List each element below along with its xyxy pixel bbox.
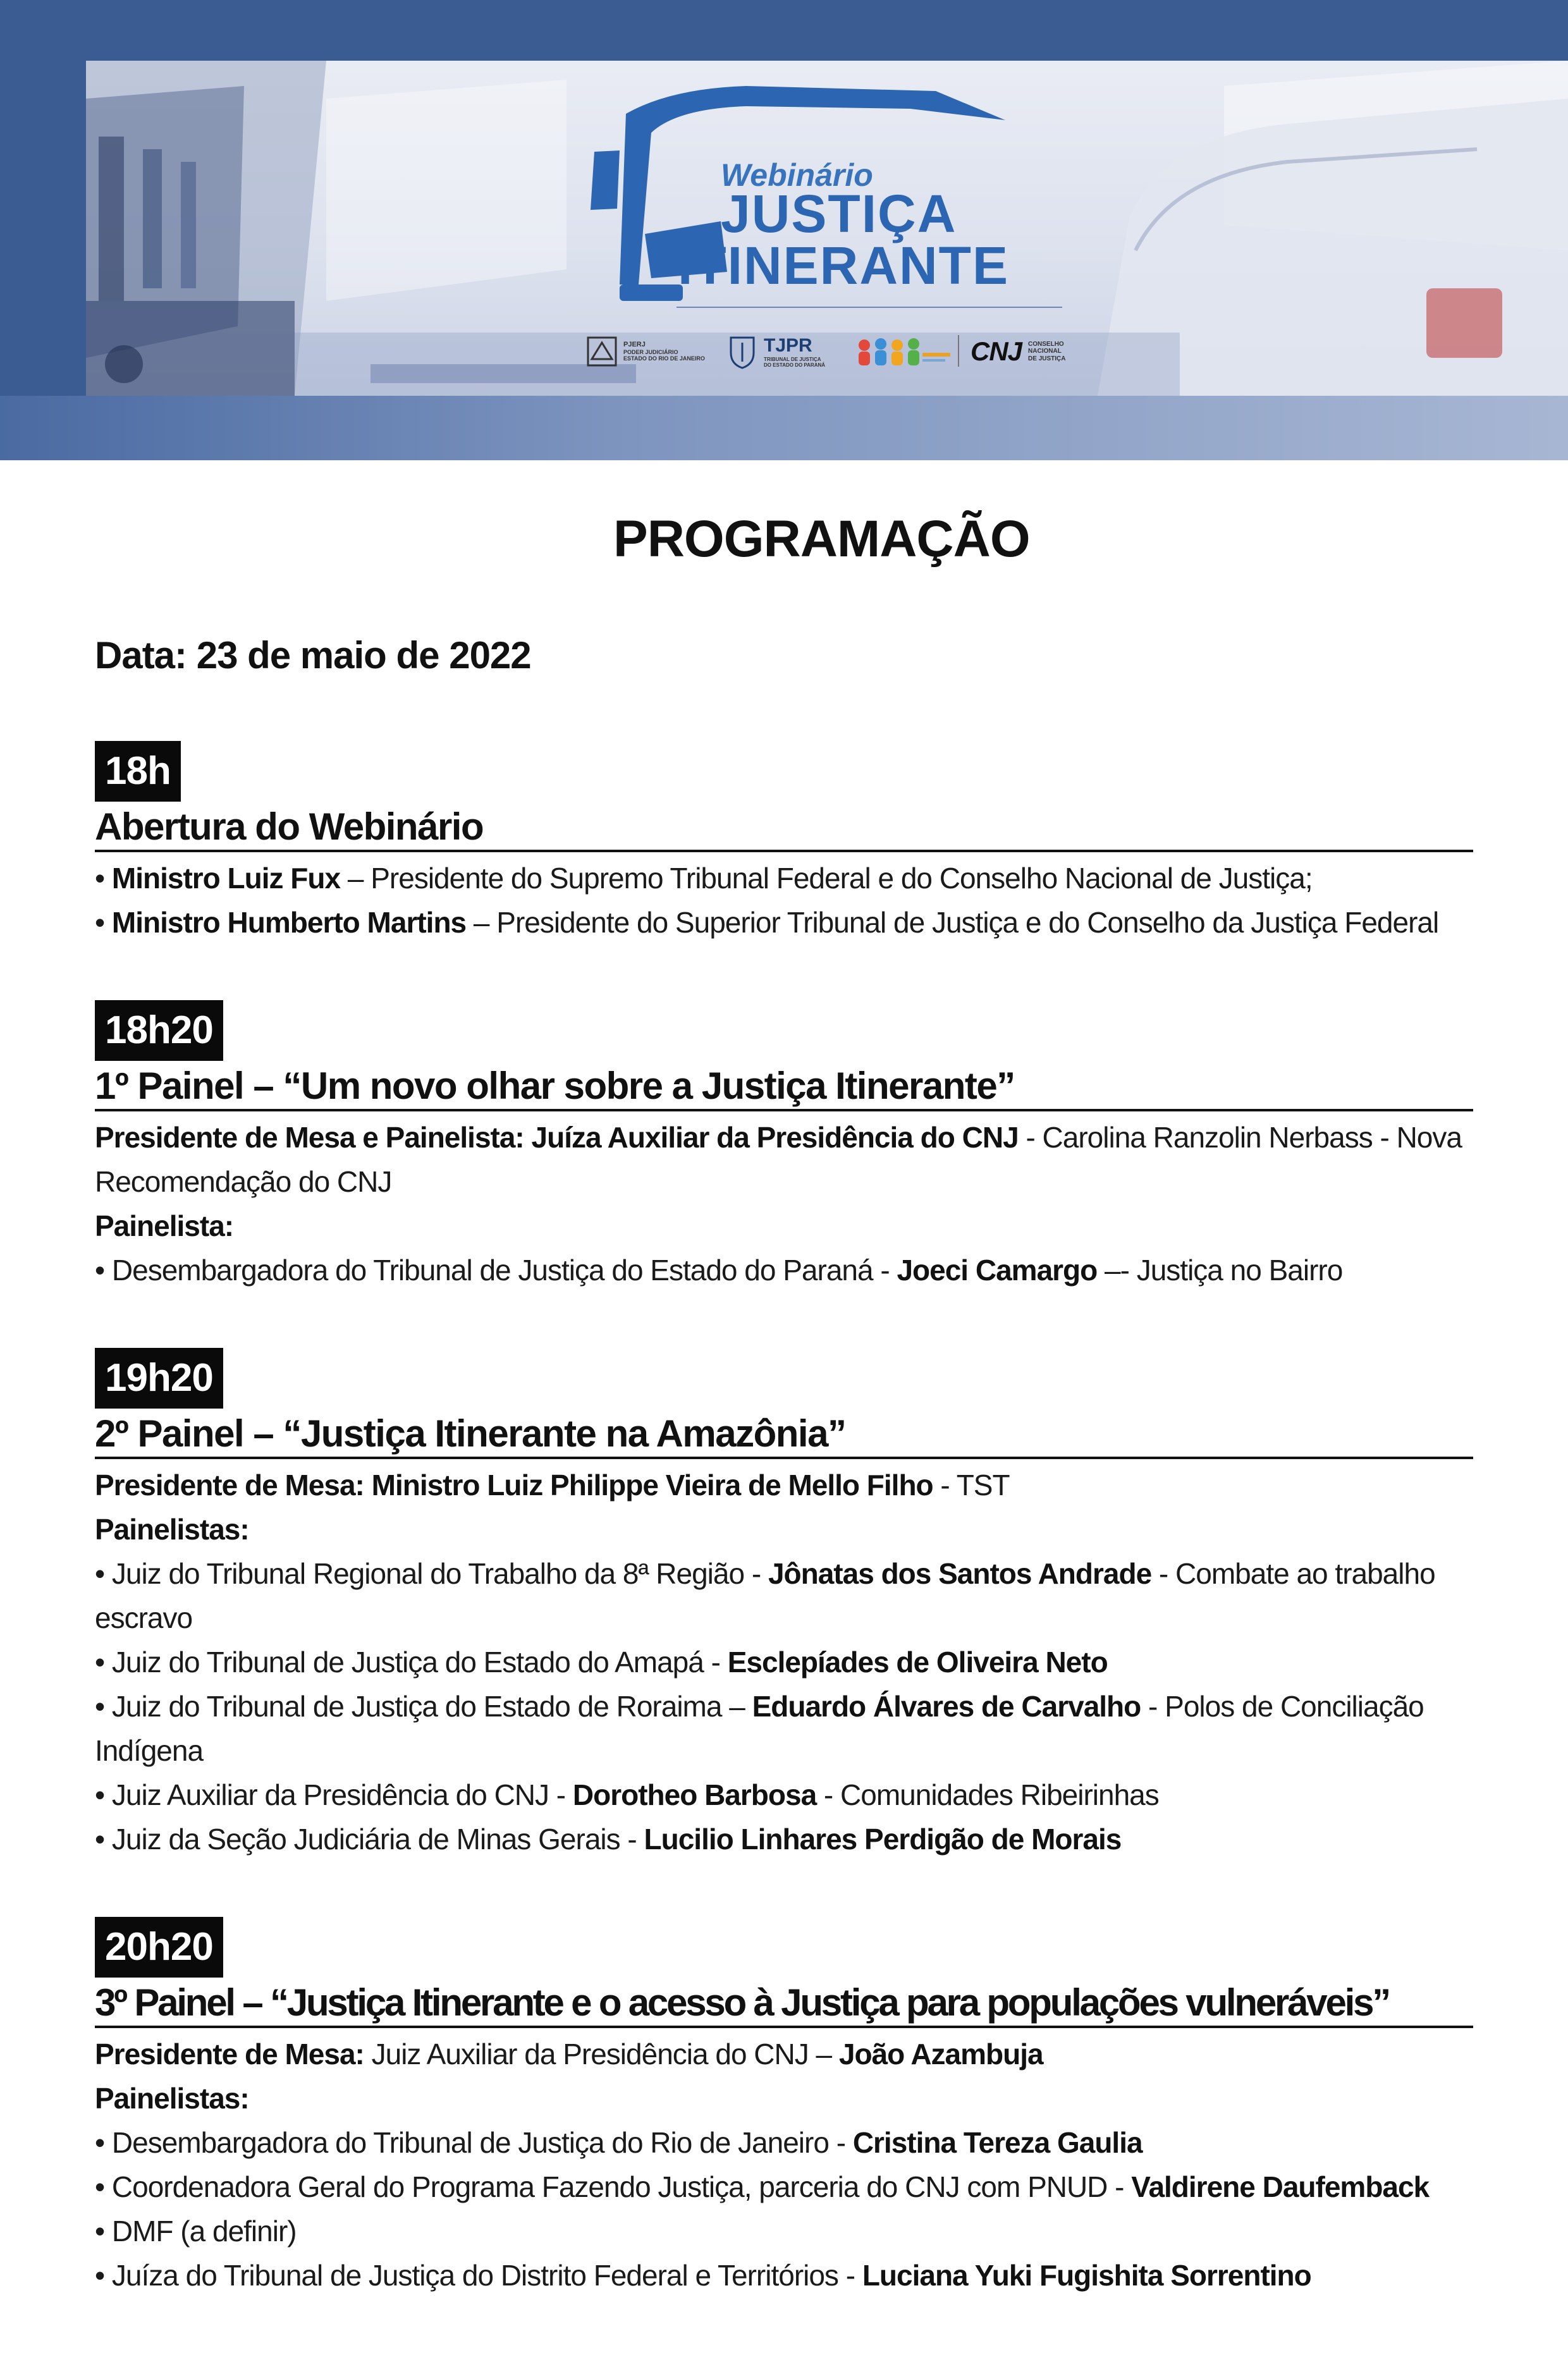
program-line xyxy=(95,1167,391,1196)
bold-text-segment: Ministro Luiz Fux xyxy=(111,862,341,895)
bold-text-segment: Lucilio Linhares Perdigão de Morais xyxy=(644,1823,1122,1856)
bold-text-segment: Valdirene Daufemback xyxy=(1131,2170,1430,2203)
tjpr-shield-icon xyxy=(727,334,757,369)
text-segment: - Combate ao trabalho xyxy=(1151,1557,1435,1590)
text-segment: • Juiz do Tribunal de Justiça do Estado do Amapá - xyxy=(95,1646,728,1679)
program-line xyxy=(95,2128,1142,2157)
partner-separator xyxy=(958,335,959,367)
text-segment: • DMF (a definir) xyxy=(95,2215,297,2248)
text-segment: - Carolina Ranzolin Nerbass - Nova xyxy=(1018,1121,1462,1154)
time-badge-panel-1: 18h20 xyxy=(95,1000,223,1061)
bold-text-segment: Painelistas: xyxy=(95,2082,249,2115)
tjpr-name: TJPR xyxy=(764,334,812,356)
text-segment: - Polos de Conciliação xyxy=(1141,1690,1424,1723)
time-badge-panel-3: 20h20 xyxy=(95,1917,223,1978)
people-figures-icon xyxy=(857,334,952,369)
program-line xyxy=(95,1123,1462,1152)
text-segment: • Desembargadora do Tribunal de Justiça do Rio de Janeiro - xyxy=(95,2126,853,2159)
program-line xyxy=(95,1471,1010,1500)
section-rule xyxy=(95,2026,1473,2028)
bold-text-segment: Joeci Camargo xyxy=(897,1254,1098,1287)
banner-bottom-strip xyxy=(0,396,1568,460)
time-badge-opening: 18h xyxy=(95,741,181,802)
program-line xyxy=(95,908,1438,937)
program-line xyxy=(95,1211,233,1240)
program-line xyxy=(95,1603,192,1632)
bold-text-segment: Ministro Humberto Martins xyxy=(111,906,467,939)
bold-text-segment: Painelista: xyxy=(95,1209,234,1242)
program-logo xyxy=(857,329,952,374)
bold-text-segment: Presidente de Mesa: xyxy=(95,2038,364,2070)
text-segment: escravo xyxy=(95,1601,193,1634)
text-segment: • Juíza do Tribunal de Justiça do Distrito Federal e Territórios - xyxy=(95,2259,862,2292)
text-segment: – Presidente do Superior Tribunal de Justiça e do Conselho da Justiça Federal xyxy=(466,906,1439,939)
event-date: Data: 23 de maio de 2022 xyxy=(95,634,531,676)
program-line xyxy=(95,1559,1435,1588)
section-rule xyxy=(95,850,1473,852)
program-line xyxy=(95,1515,249,1544)
cnj-name: CNJ xyxy=(971,336,1022,366)
pjerj-name: PJERJ xyxy=(623,341,646,349)
section-title-panel-1: 1º Painel – “Um novo olhar sobre a Justiça Itinerante” xyxy=(95,1065,1015,1107)
bold-text-segment: Presidente de Mesa: Ministro Luiz Philippe Vieira de Mello Filho xyxy=(95,1469,933,1502)
section-title-panel-3: 3º Painel – “Justiça Itinerante e o acesso à Justiça para populações vulneráveis” xyxy=(95,1981,1390,2024)
text-segment: Indígena xyxy=(95,1734,204,1767)
text-segment: - TST xyxy=(933,1469,1010,1502)
bold-text-segment: Presidente de Mesa e Painelista: Juíza Auxiliar da Presidência do CNJ xyxy=(95,1121,1019,1154)
pjerj-emblem-icon xyxy=(587,336,617,367)
program-line xyxy=(95,2040,1043,2069)
text-segment: – Presidente do Supremo Tribunal Federal e do Conselho Nacional de Justiça; xyxy=(340,862,1313,895)
bold-text-segment: Esclepíades de Oliveira Neto xyxy=(727,1646,1108,1679)
section-title-panel-2: 2º Painel – “Justiça Itinerante na Amazônia” xyxy=(95,1412,846,1455)
program-line xyxy=(95,1256,1342,1285)
logo-webinario-text: Webinário xyxy=(721,157,873,193)
section-rule xyxy=(95,1457,1473,1459)
bold-text-segment: Cristina Tereza Gaulia xyxy=(852,2126,1142,2159)
text-segment: • Juiz do Tribunal Regional do Trabalho da 8ª Região - xyxy=(95,1557,768,1590)
page-title: PROGRAMAÇÃO xyxy=(613,510,1030,568)
text-segment: • Desembargadora do Tribunal de Justiça do Estado do Paraná - xyxy=(95,1254,897,1287)
bold-text-segment: Dorotheo Barbosa xyxy=(572,1778,817,1811)
text-segment: - Comunidades Ribeirinhas xyxy=(816,1778,1159,1811)
program-line xyxy=(95,2172,1429,2201)
program-line xyxy=(95,2261,1311,2290)
program-line xyxy=(95,2084,249,2113)
text-segment: –- Justiça no Bairro xyxy=(1097,1254,1343,1287)
text-segment: • xyxy=(95,906,112,939)
program-line xyxy=(95,2217,297,2246)
header-banner xyxy=(0,0,1568,460)
bold-text-segment: João Azambuja xyxy=(838,2038,1043,2070)
text-segment: Recomendação do CNJ xyxy=(95,1165,392,1198)
tjpr-logo xyxy=(727,329,825,374)
pjerj-caption xyxy=(623,341,705,362)
logo-itinerante-text: ITINERANTE xyxy=(678,236,1009,295)
bold-text-segment: Jônatas dos Santos Andrade xyxy=(768,1557,1152,1590)
cnj-logo xyxy=(971,329,1065,374)
program-line xyxy=(95,1825,1121,1854)
text-segment: • xyxy=(95,862,112,895)
program-line xyxy=(95,1780,1159,1809)
cnj-caption: CONSELHO NACIONAL DE JUSTIÇA xyxy=(1028,340,1066,362)
section-rule xyxy=(95,1109,1473,1111)
bold-text-segment: Luciana Yuki Fugishita Sorrentino xyxy=(862,2259,1311,2292)
program-line xyxy=(95,1736,203,1765)
section-title-opening: Abertura do Webinário xyxy=(95,805,484,848)
logo-justica-text: JUSTIÇA xyxy=(721,184,957,243)
text-segment: • Coordenadora Geral do Programa Fazendo Justiça, parceria do CNJ com PNUD - xyxy=(95,2170,1132,2203)
logo-divider xyxy=(677,307,1062,308)
pjerj-logo xyxy=(587,329,705,374)
bold-text-segment: Eduardo Álvares de Carvalho xyxy=(752,1690,1141,1723)
bold-text-segment: Painelistas: xyxy=(95,1513,249,1546)
pjerj-caption-text: PODER JUDICIÁRIO ESTADO DO RIO DE JANEIRO xyxy=(623,348,705,362)
program-line xyxy=(95,864,1313,893)
program-line xyxy=(95,1648,1108,1677)
time-badge-panel-2: 19h20 xyxy=(95,1348,223,1409)
program-line xyxy=(95,1692,1424,1721)
text-segment: • Juiz da Seção Judiciária de Minas Gerais - xyxy=(95,1823,644,1856)
text-segment: • Juiz do Tribunal de Justiça do Estado de Roraima – xyxy=(95,1690,752,1723)
text-segment: Juiz Auxiliar da Presidência do CNJ – xyxy=(364,2038,839,2070)
tjpr-caption: TRIBUNAL DE JUSTIÇA DO ESTADO DO PARANÁ xyxy=(764,356,826,368)
text-segment: • Juiz Auxiliar da Presidência do CNJ - xyxy=(95,1778,573,1811)
